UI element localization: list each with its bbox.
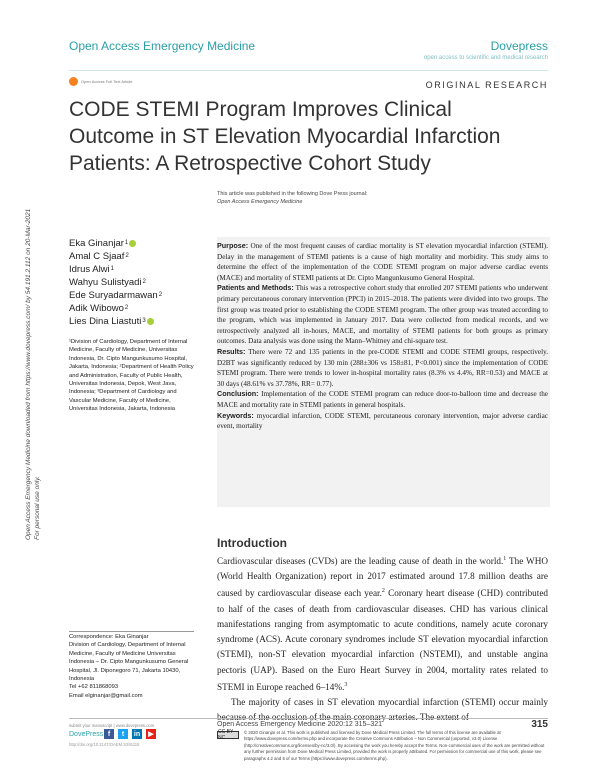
abstract-results xyxy=(217,347,548,389)
results-label: Results: xyxy=(217,346,246,356)
open-access-badge xyxy=(69,77,133,86)
citation-2[interactable]: 2 xyxy=(381,588,385,595)
keywords-text: myocardial infarction, CODE STEMI, percutaneous coronary intervention, major adverse cardiac event, mortality xyxy=(217,411,548,431)
intro-paragraph-1 xyxy=(217,552,548,695)
facebook-icon[interactable]: f xyxy=(104,729,114,739)
author-affiliation-number: 1 xyxy=(124,240,129,246)
twitter-icon[interactable]: t xyxy=(118,729,128,739)
intro-text: The WHO (World Health Organization) report in 2017 estimated around 17.8 million deaths are caused by cardiovascular disease each year. xyxy=(217,556,548,599)
author-affiliation-number: 2 xyxy=(124,305,129,311)
abstract-methods xyxy=(217,283,548,347)
author-affiliation-number: 1 xyxy=(110,266,114,272)
author xyxy=(69,276,162,289)
article-type: ORIGINAL RESEARCH xyxy=(425,80,548,90)
author-name: Idrus Alwi xyxy=(69,264,110,275)
purpose-label: Purpose: xyxy=(217,241,249,250)
personal-use-note: For personal use only. xyxy=(34,476,41,540)
correspondence-email[interactable]: Email elginanjar@gmail.com xyxy=(69,692,143,699)
affiliations: ¹Division of Cardiology, Department of Internal Medicine, Faculty of Medicine, Universitas Indonesia, Dr. Cipto Mangunkusumo Hospital, Jakarta, Indonesia; ²Department of Health Policy and Administration, Faculty of Public Health, Universitas Indonesia, Depok, West Java, Indonesia; ³Department of Cardiology and Vascular Medicine, Faculty of Medicine, Universitas Indonesia, Jakarta, Indonesia xyxy=(69,339,194,413)
page-number: 315 xyxy=(531,719,548,730)
author-affiliation-number: 2 xyxy=(125,253,129,259)
methods-text: This was a retrospective cohort study that enrolled 207 STEMI patients who underwent primary percutaneous coronary intervention (PPCI) in 2015–2018. The patients were divided into two groups. The first group was treated prior to establishing the CODE STEMI program. The other group was treated according to the program, which was implemented in January 2017. Data were collected from medical records, and we retrospectively analyzed all in-hours, MACE, and mortality of STEMI patients for both groups as primary outcomes. Data analysis was done using the Mann–Whitney and chi-square test. xyxy=(217,284,548,346)
methods-label: Patients and Methods: xyxy=(217,283,294,293)
download-strip-text xyxy=(24,209,42,540)
author-affiliation-number: 3 xyxy=(142,318,146,324)
linkedin-icon[interactable]: in xyxy=(133,730,141,738)
author-list xyxy=(69,237,162,328)
header-divider xyxy=(69,70,548,71)
submit-link[interactable]: submit your manuscript | www.dovepress.com xyxy=(69,723,155,728)
doi-link[interactable]: http://doi.org/10.2147/OAEM.S291115 xyxy=(69,742,140,747)
author-name: Ede Suryadarmawan xyxy=(69,290,158,301)
results-text: There were 72 and 135 patients in the pre-CODE STEMI and CODE STEMI groups, respectively. D2BT was significantly reduced by 130 min (288±306 vs 158±81, P<0.001) since the implementation of CODE STEMI program. There were trends to lower in-hospital mortality rates (8.3% vs 4.4%, RR=0.53) and MACE at 30 days (48.61% vs 37.78%, RR= 0.77). xyxy=(217,347,548,388)
publication-note-journal: Open Access Emergency Medicine xyxy=(217,199,303,205)
youtube-icon[interactable]: ▶ xyxy=(146,729,156,739)
author-affiliation-number: 2 xyxy=(158,292,163,298)
introduction-heading: Introduction xyxy=(217,536,287,550)
citation-1[interactable]: 1 xyxy=(503,556,507,562)
author xyxy=(69,263,162,276)
author-affiliation-number: 2 xyxy=(142,279,146,285)
abstract xyxy=(217,241,548,432)
introduction-body xyxy=(217,552,548,725)
journal-name: Open Access Emergency Medicine xyxy=(69,39,256,53)
conclusion-text: Implementation of the CODE STEMI program can reduce door-to-balloon time and decrease the MACE and mortality rate in STEMI patients in general hospitals. xyxy=(217,390,548,409)
intro-text: Cardiovascular diseases (CVDs) are the leading cause of death in the world. xyxy=(217,556,504,567)
orcid-icon[interactable] xyxy=(129,240,136,247)
author xyxy=(69,289,162,302)
correspondence-tel: Tel +62 811868093 xyxy=(69,684,119,691)
publisher-tagline: open access to scientific and medical research xyxy=(423,55,548,61)
abstract-keywords xyxy=(217,411,548,432)
author-name: Eka Ginanjar xyxy=(69,238,124,249)
orcid-icon[interactable] xyxy=(147,318,154,325)
open-access-label: Open Access Full Text Article xyxy=(81,79,133,84)
intro-text: Coronary heart disease (CHD) contributed to half of the cases of death from cardiovascular diseases. CHD has various clinical manifestations ranging from asymptomatic to acute conditions, namely acute coronary syndrome (ACS). Acute coronary syndromes include ST elevation myocardial infarction (STEMI), non-ST elevation myocardial infarction (NSTEMI), and unstable angina pectoris (UAP). Based on the Euro Heart Survey in 2004, mortality rates related to STEMI in Europe reached 6–14%. xyxy=(217,588,548,692)
footer-dovepress-logo[interactable]: DovePress xyxy=(69,731,104,738)
author-name: Lies Dina Liastuti xyxy=(69,316,142,327)
correspondence-name: Correspondence: Eka Ginanjar xyxy=(69,634,149,640)
author xyxy=(69,315,162,328)
abstract-conclusion xyxy=(217,389,548,410)
download-strip xyxy=(24,140,54,540)
author-name: Amal C Sjaaf xyxy=(69,251,125,262)
author-name: Wahyu Sulistyadi xyxy=(69,277,142,288)
publication-note xyxy=(217,190,367,206)
creative-commons-icon[interactable]: CC BY NC xyxy=(217,731,239,739)
author-name: Adik Wibowo xyxy=(69,303,124,314)
abstract-purpose xyxy=(217,241,548,283)
author xyxy=(69,302,162,315)
keywords-label: Keywords: xyxy=(217,410,254,420)
correspondence-divider xyxy=(69,631,194,632)
journal-citation: Open Access Emergency Medicine 2020:12 315–321 xyxy=(217,721,382,728)
publication-note-line: This article was published in the following Dove Press journal: xyxy=(217,191,368,197)
license-text: © 2020 Ginanjar et al. This work is published and licensed by Dove Medical Press Limited. The full terms of this license are available at https://www.dovepress.com/terms.php and incorporate the Creative Commons Attribution – Non Commercial (unported, v3.0) License (http://creativecommons.org/licenses/by-nc/3.0/). By accessing the work you hereby accept the Terms. Non-commercial uses of the work are permitted without any further permission from Dove Medical Press Limited, provided the work is properly attributed. For permission for commercial use of this work, please see paragraphs 4.2 and 5 of our Terms (https://www.dovepress.com/terms.php). xyxy=(244,730,545,761)
download-info: Open Access Emergency Medicine downloaded from https://www.dovepress.com/ by 54.191.2.112 on 20-Mar-2021 xyxy=(25,208,32,540)
open-access-icon xyxy=(69,77,78,86)
author xyxy=(69,237,162,250)
conclusion-label: Conclusion: xyxy=(217,389,259,399)
purpose-text: One of the most frequent causes of cardiac mortality is ST elevation myocardial infarction (STEMI). Delay in the management of STEMI patients is a cause of high mortality and morbidity. This study aims to determine the effect of the implementation of the CODE STEMI program on major adverse cardiac events (MACE) and mortality of STEMI patients at Dr. Cipto Mangunkusumo General Hospital. xyxy=(217,242,548,282)
author xyxy=(69,250,162,263)
article-title: CODE STEMI Program Improves Clinical Outcome in ST Elevation Myocardial Infarction Patients: A Retrospective Cohort Study xyxy=(69,98,501,175)
footer-divider xyxy=(69,718,548,719)
correspondence xyxy=(69,633,199,700)
intro-paragraph-2: The majority of cases in ST elevation myocardial infarction (STEMI) occur mainly xyxy=(231,697,548,708)
publisher-logo[interactable]: Dovepress xyxy=(490,39,548,53)
citation-3[interactable]: 3 xyxy=(344,681,348,688)
social-links xyxy=(104,729,156,739)
correspondence-address: Division of Cardiology, Department of Internal Medicine, Faculty of Medicine Universitas Indonesia – Dr. Cipto Mangunkusumo General Hospital, Jl. Diponegoro 71, Jakarta 10430, Indonesia xyxy=(69,642,189,683)
